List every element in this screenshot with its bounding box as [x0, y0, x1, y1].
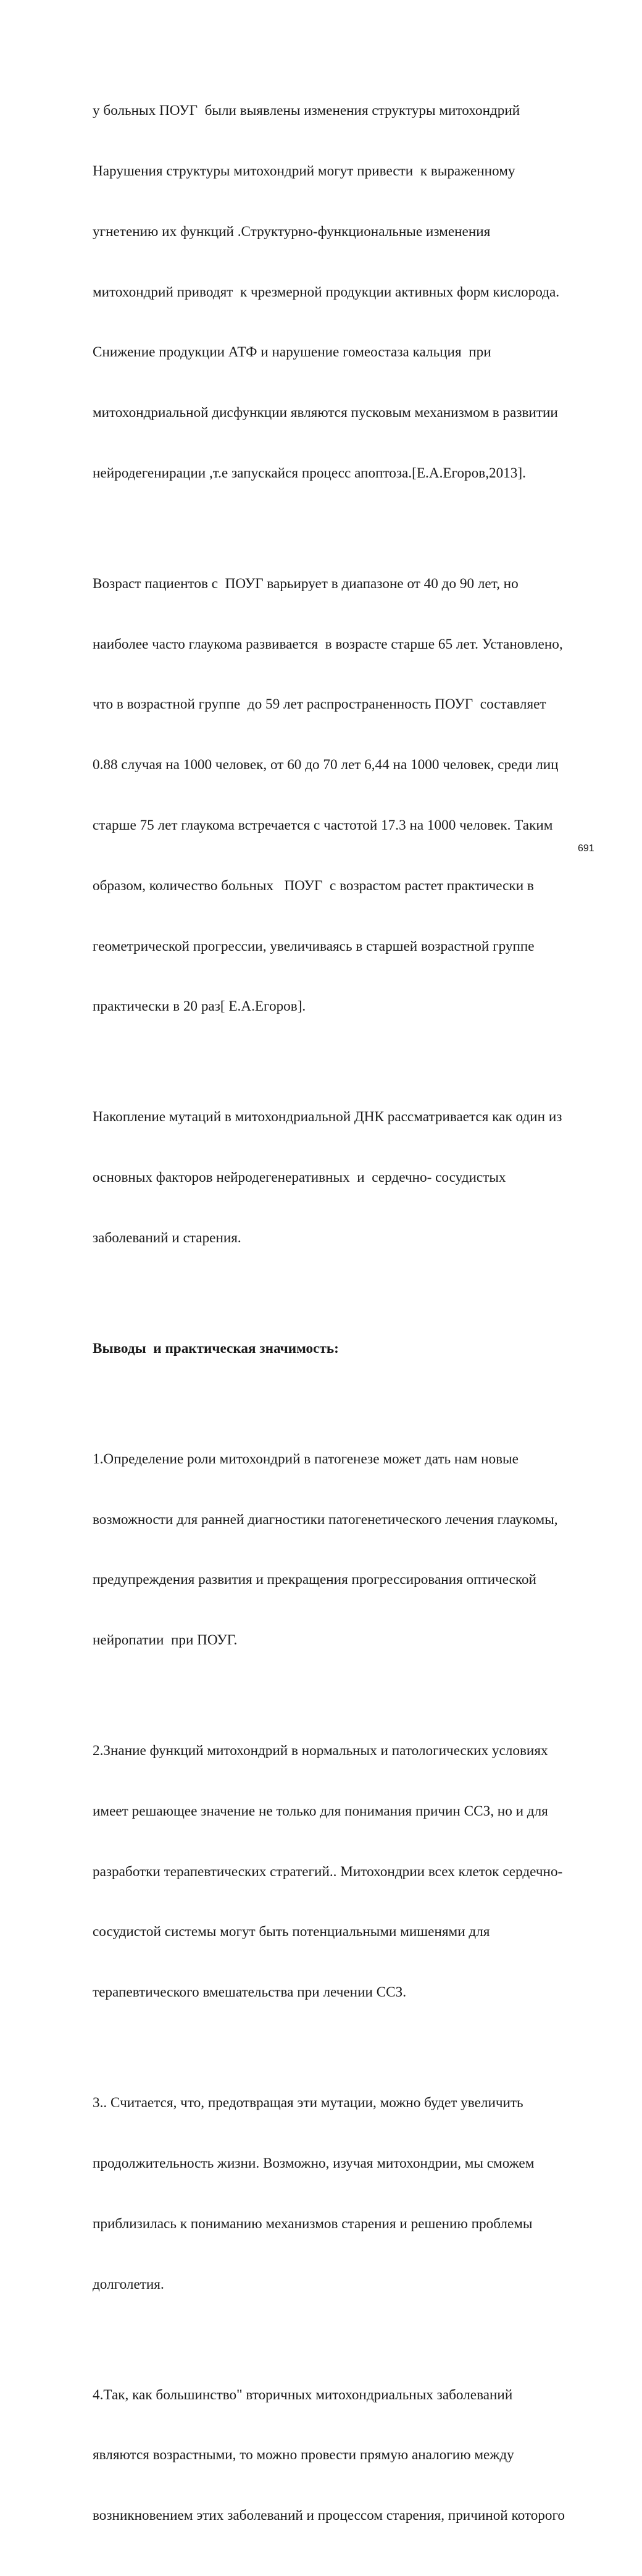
text-line: терапевтического вмешательства при лечении ССЗ. — [93, 1984, 407, 2001]
text-line: заболеваний и старения. — [93, 1229, 241, 1246]
paragraph-mitochondria-structure — [93, 61, 605, 524]
text-line: наиболее часто глаукома развивается в возрасте старше 65 лет. Установлено, — [93, 636, 563, 652]
heading-text: Выводы и практическая значимость: — [93, 1340, 339, 1357]
text-line: нейродегенирации ,т.е запускайся процесс апоптоза.[Е.А.Егоров,2013]. — [93, 465, 526, 481]
text-line: продолжительность жизни. Возможно, изучая митохондрии, мы сможем — [93, 2155, 535, 2171]
paragraph-patient-age — [93, 534, 605, 1057]
text-line: нейропатии при ПОУГ. — [93, 1632, 238, 1649]
text-line: приблизилась к пониманию механизмов старения и решению проблемы — [93, 2215, 533, 2232]
text-line: Снижение продукции АТФ и нарушение гомеостаза кальция при — [93, 344, 491, 361]
text-line: предупреждения развития и прекращения прогрессирования оптической — [93, 1572, 536, 1588]
conclusion-item-1 — [93, 1409, 605, 1691]
text-line: Возраст пациентов с ПОУГ варьирует в диапазоне от 40 до 90 лет, но — [93, 575, 519, 592]
text-line: 3.. Считается, что, предотвращая эти мутации, можно будет увеличить — [93, 2095, 523, 2111]
paragraph-mtdna-mutations — [93, 1067, 605, 1289]
text-line: разработки терапевтических стратегий.. Митохондрии всех клеток сердечно- — [93, 1863, 563, 1880]
text-line: 0.88 случая на 1000 человек, от 60 до 70 лет 6,44 на 1000 человек, среди лиц — [93, 757, 559, 773]
text-line: возможности для ранней диагностики патогенетического лечения глаукомы, — [93, 1511, 558, 1528]
text-line: 2.Знание функций митохондрий в нормальных и патологических условиях — [93, 1743, 548, 1759]
text-line: Нарушения структуры митохондрий могут привести к выраженному — [93, 162, 515, 179]
text-line: основных факторов нейродегенеративных и сердечно- сосудистых — [93, 1169, 506, 1186]
text-line: образом, количество больных ПОУГ с возрастом растет практически в — [93, 877, 534, 894]
text-line: сосудистой системы могут быть потенциальными мишенями для — [93, 1924, 490, 1940]
text-line: митохондриальной дисфункции являются пусковым механизмом в развитии — [93, 405, 558, 421]
text-line: практически в 20 раз[ Е.А.Егоров]. — [93, 998, 306, 1015]
page-number: 691 — [578, 843, 594, 854]
conclusion-item-3 — [93, 2053, 605, 2334]
text-line: у больных ПОУГ были выявлены изменения структуры митохондрий — [93, 103, 520, 119]
text-line: возникновением этих заболеваний и процессом старения, причиной которого — [93, 2507, 565, 2524]
conclusion-item-2 — [93, 1701, 605, 2043]
text-line: митохондрий приводят к чрезмерной продукции активных форм кислорода. — [93, 284, 560, 300]
conclusion-item-4 — [93, 2344, 605, 2566]
text-line: Накопление мутаций в митохондриальной ДНК рассматривается как один из — [93, 1109, 562, 1126]
document-page — [93, 61, 605, 2576]
text-line: геометрической прогрессии, увеличиваясь в старшей возрастной группе — [93, 938, 535, 954]
text-line: угнетению их функций .Структурно-функциональные изменения — [93, 223, 491, 240]
text-line: 4.Так, как большинство" вторичных митохондриальных заболеваний — [93, 2386, 513, 2403]
text-line: имеет решающее значение не только для понимания причин ССЗ, но и для — [93, 1803, 548, 1819]
text-line: что в возрастной группе до 59 лет распространенность ПОУГ составляет — [93, 696, 546, 713]
section-heading-conclusions — [93, 1299, 605, 1399]
text-line: старше 75 лет глаукома встречается с частотой 17.3 на 1000 человек. Таким — [93, 817, 553, 833]
text-line: 1.Определение роли митохондрий в патогенезе может дать нам новые — [93, 1450, 519, 1467]
text-line: долголетия. — [93, 2276, 164, 2292]
text-line: являются возрастными, то можно провести прямую аналогию между — [93, 2447, 514, 2464]
